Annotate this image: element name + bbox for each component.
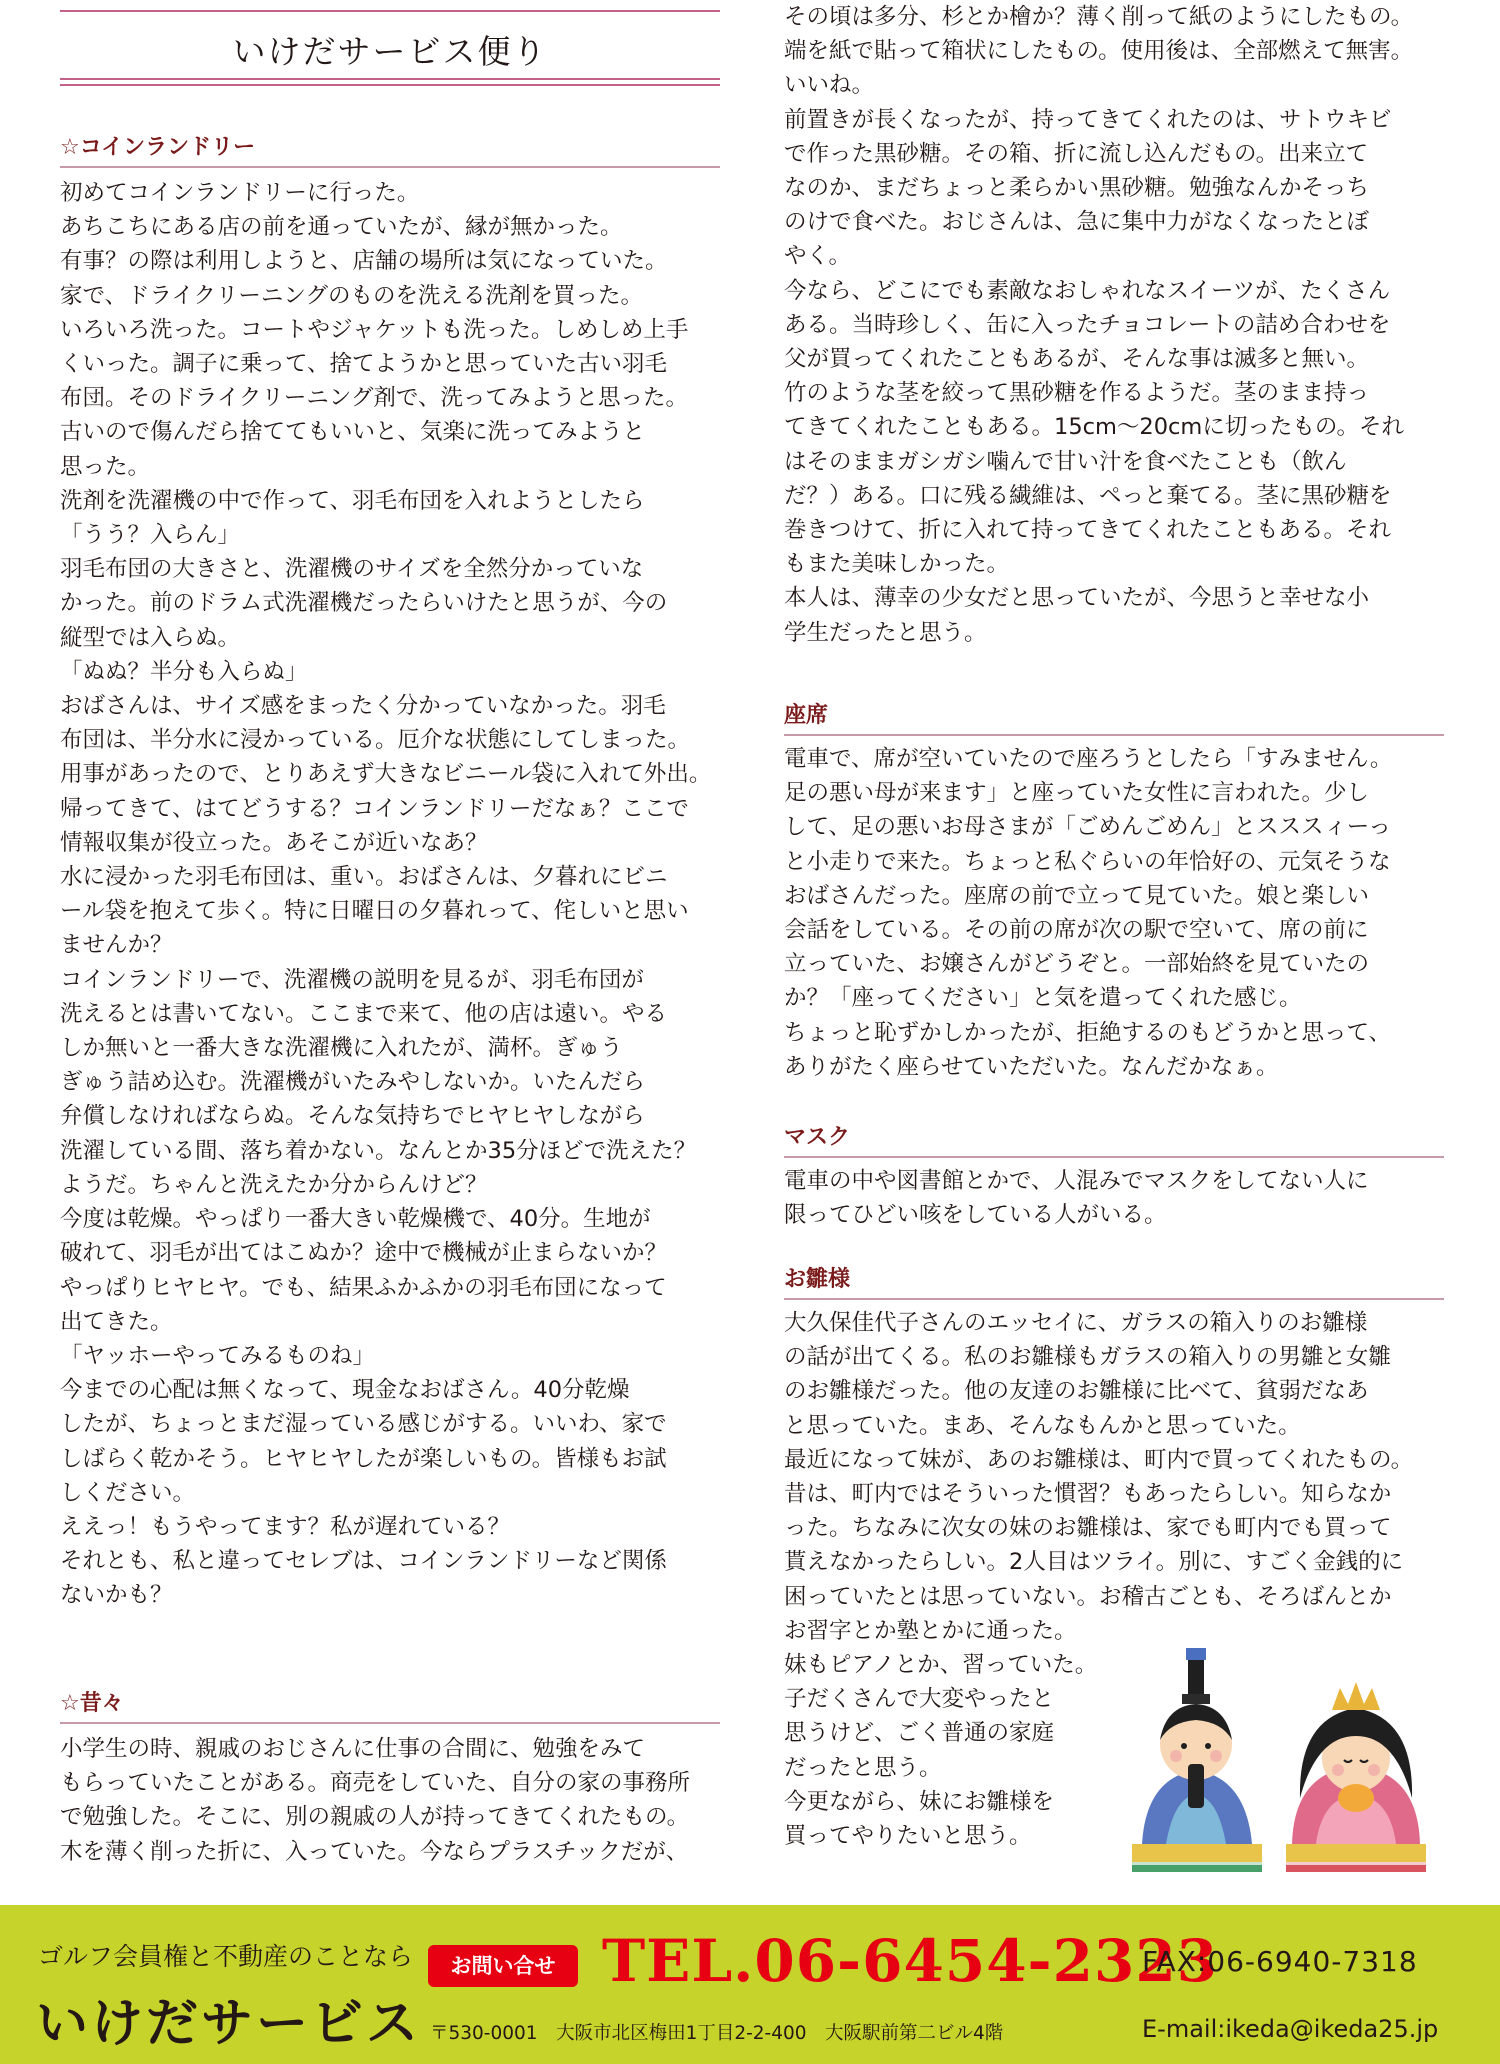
text-line: お習字とか塾とかに通った。 xyxy=(784,1617,1077,1644)
header-top-rule xyxy=(60,10,720,12)
section-heading-ohinasama: お雛様 xyxy=(784,1266,1444,1300)
ohina-doll xyxy=(1286,1682,1426,1872)
text-line: おばさんは、サイズ感をまったく分かっていなかった。羽毛 xyxy=(60,693,666,720)
header-rule-lower xyxy=(60,84,720,86)
article-mukashi xyxy=(60,1732,720,1869)
section-heading-coin-laundry: ☆コインランドリー xyxy=(60,134,720,168)
text-line: なのか、まだちょっと柔らかい黒砂糖。勉強なんかそっち xyxy=(784,175,1370,202)
text-line: 足の悪い母が来ます」と座っていた女性に言われた。少し xyxy=(784,780,1370,807)
text-line: 買ってやりたいと思う。 xyxy=(784,1823,1032,1850)
text-line: 洗濯している間、落ち着かない。なんとか35分ほどで洗えた？ xyxy=(60,1137,697,1164)
text-line: しか無いと一番大きな洗濯機に入れたが、満杯。ぎゅう xyxy=(60,1035,623,1062)
fax-number: FAX:06-6940-7318 xyxy=(1142,1945,1418,1978)
text-line: 縦型では入らぬ。 xyxy=(60,624,241,651)
text-line: 「うう？入らん」 xyxy=(60,522,241,549)
text-line: 貰えなかったらしい。2人目はツライ。別に、すごく金銭的に xyxy=(784,1549,1404,1576)
text-line: 妹もピアノとか、習っていた。 xyxy=(784,1652,1098,1679)
text-line: 子だくさんで大変やったと xyxy=(784,1686,1055,1713)
text-line: しばらく乾かそう。ヒヤヒヤしたが楽しいもの。皆様もお試 xyxy=(60,1445,667,1472)
text-line: それとも、私と違ってセレブは、コインランドリーなど関係 xyxy=(60,1548,667,1575)
text-line: てきてくれたこともある。15cm〜20cmに切ったもの。それ xyxy=(784,414,1404,441)
text-line: いいね。 xyxy=(784,72,875,99)
text-line: 会話をしている。その前の席が次の駅で空いて、席の前に xyxy=(784,917,1369,944)
text-line: 電車の中や図書館とかで、人混みでマスクをしてない人に xyxy=(784,1168,1369,1194)
text-line: 父が買ってくれたこともあるが、そんな事は滅多と無い。 xyxy=(784,346,1370,373)
article-mask xyxy=(784,1164,1444,1232)
newsletter-header xyxy=(60,0,720,92)
text-line: 家で、ドライクリーニングのものを洗える洗剤を買った。 xyxy=(60,282,643,309)
text-line: 今までの心配は無くなって、現金なおばさん。40分乾燥 xyxy=(60,1377,630,1404)
text-line: のお雛様だった。他の友達のお雛様に比べて、貧弱だなあ xyxy=(784,1378,1369,1405)
text-line: 端を紙で貼って箱状にしたもの。使用後は、全部燃えて無害。 xyxy=(784,38,1414,65)
text-line: 羽毛布団の大きさと、洗濯機のサイズを全然分かっていな xyxy=(60,556,644,583)
text-line: 竹のような茎を絞って黒砂糖を作るようだ。茎のまま持っ xyxy=(784,380,1370,407)
text-line: ありがたく座らせていただいた。なんだかなぁ。 xyxy=(784,1053,1279,1080)
text-line: やく。 xyxy=(784,243,852,270)
text-line: その頃は多分、杉とか檜か？薄く削って紙のようにしたもの。 xyxy=(784,4,1414,30)
text-line: ぎゅう詰め込む。洗濯機がいたみやしないか。いたんだら xyxy=(60,1069,646,1096)
text-line: しください。 xyxy=(60,1479,196,1506)
text-line: だ？）ある。口に残る繊維は、ペっと棄てる。茎に黒砂糖を xyxy=(784,482,1392,509)
text-line: おばさんだった。座席の前で立って見ていた。娘と楽しい xyxy=(784,882,1370,909)
contact-button[interactable]: お問い合せ xyxy=(428,1945,578,1987)
text-line: 小学生の時、親戚のおじさんに仕事の合間に、勉強をみて xyxy=(60,1736,646,1762)
text-line: 「ぬぬ？半分も入らぬ」 xyxy=(60,658,308,685)
section-heading-zaseki: 座席 xyxy=(784,702,1444,736)
text-line: もまた美味しかった。 xyxy=(784,551,1010,578)
text-line: 初めてコインランドリーに行った。 xyxy=(60,180,420,206)
text-line: 本人は、薄幸の少女だと思っていたが、今思うと幸せな小 xyxy=(784,585,1370,612)
text-line: 立っていた、お嬢さんがどうぞと。一部始終を見ていたの xyxy=(784,951,1370,978)
text-line: 洗剤を洗濯機の中で作って、羽毛布団を入れようとしたら xyxy=(60,487,645,514)
text-line: 最近になって妹が、あのお雛様は、町内で買ってくれたもの。 xyxy=(784,1446,1414,1473)
article-coin-laundry xyxy=(60,176,720,1613)
text-line: 学生だったと思う。 xyxy=(784,619,987,646)
page-title: いけだサービス便り xyxy=(232,32,548,71)
text-line: ないかも？ xyxy=(60,1582,173,1609)
text-line: 布団は、半分水に浸かっている。厄介な状態にしてしまった。 xyxy=(60,727,691,754)
text-line: ようだ。ちゃんと洗えたか分からんけど？ xyxy=(60,1171,488,1198)
text-line: 昔は、町内ではそういった慣習？もあったらしい。知らなか xyxy=(784,1481,1392,1508)
header-rule-upper xyxy=(60,78,720,80)
footer-tagline: ゴルフ会員権と不動産のことなら xyxy=(38,1942,414,1971)
section-heading-mukashi: ☆昔々 xyxy=(60,1690,720,1724)
text-line: 困っていたとは思っていない。お稽古ごとも、そろばんとか xyxy=(784,1583,1392,1610)
hina-dolls-illustration xyxy=(1126,1648,1432,1878)
company-address: 〒530-0001 大阪市北区梅田1丁目2-2-400 大阪駅前第二ビル4階 xyxy=(430,2023,1004,2044)
text-line: 洗えるとは書いてない。ここまで来て、他の店は遠い。やる xyxy=(60,1000,668,1027)
text-line: コインランドリーで、洗濯機の説明を見るが、羽毛布団が xyxy=(60,966,644,993)
text-line: 用事があったので、とりあえず大きなビニール袋に入れて外出。 xyxy=(60,761,712,788)
company-name: いけだサービス xyxy=(36,1994,422,2054)
text-line: か？「座ってください」と気を遣ってくれた感じ。 xyxy=(784,985,1302,1012)
text-line: と小走りで来た。ちょっと私ぐらいの年恰好の、元気そうな xyxy=(784,848,1391,875)
text-line: った。ちなみに次女の妹のお雛様は、家でも町内でも買って xyxy=(784,1515,1392,1542)
text-line: 思った。 xyxy=(60,453,151,480)
text-line: 有事？の際は利用しようと、店舗の場所は気になっていた。 xyxy=(60,248,668,275)
text-line: したが、ちょっとまだ湿っている感じがする。いいわ、家で xyxy=(60,1411,667,1438)
text-line: やっぱりヒヤヒヤ。でも、結果ふかふかの羽毛布団になって xyxy=(60,1274,667,1301)
text-line: で作った黒砂糖。その箱、折に流し込んだもの。出来立て xyxy=(784,140,1369,167)
text-line: して、足の悪いお母さまが「ごめんごめん」とスススィーっ xyxy=(784,814,1391,841)
text-line: あちこちにある店の前を通っていたが、縁が無かった。 xyxy=(60,214,623,241)
text-line: の話が出てくる。私のお雛様もガラスの箱入りの男雛と女雛 xyxy=(784,1344,1391,1371)
text-line: のけで食べた。おじさんは、急に集中力がなくなったとぼ xyxy=(784,209,1370,236)
text-line: ある。当時珍しく、缶に入ったチョコレートの詰め合わせを xyxy=(784,311,1391,338)
text-line: 今更ながら、妹にお雛様を xyxy=(784,1788,1055,1815)
text-line: 布団。そのドライクリーニング剤で、洗ってみようと思った。 xyxy=(60,385,688,412)
text-line: 電車で、席が空いていたので座ろうとしたら「すみません。 xyxy=(784,746,1393,772)
text-line: かった。前のドラム式洗濯機だったらいけたと思うが、今の xyxy=(60,590,668,617)
text-line: ール袋を抱えて歩く。特に日曜日の夕暮れって、侘しいと思い xyxy=(60,898,689,925)
text-line: 前置きが長くなったが、持ってきてくれたのは、サトウキビ xyxy=(784,106,1392,133)
section-heading-mask: マスク xyxy=(784,1124,1444,1158)
text-line: くいった。調子に乗って、捨てようかと思っていた古い羽毛 xyxy=(60,351,668,378)
text-line: いろいろ洗った。コートやジャケットも洗った。しめしめ上手 xyxy=(60,316,689,343)
text-line: 水に浸かった羽毛布団は、重い。おばさんは、夕暮れにビニ xyxy=(60,864,668,891)
text-line: 限ってひどい咳をしている人がいる。 xyxy=(784,1202,1167,1229)
text-line: 帰ってきて、はてどうする？コインランドリーだなぁ？ここで xyxy=(60,795,689,822)
text-line: 弁償しなければならぬ。そんな気持ちでヒヤヒヤしながら xyxy=(60,1103,645,1130)
text-line: ええっ！もうやってます？私が遅れている？ xyxy=(60,1513,511,1540)
text-line: ちょっと恥ずかしかったが、拒絶するのもどうかと思って、 xyxy=(784,1019,1392,1046)
text-line: 巻きつけて、折に入れて持ってきてくれたこともある。それ xyxy=(784,517,1392,544)
text-line: 木を薄く削った折に、入っていた。今ならプラスチックだが、 xyxy=(60,1838,689,1865)
text-line: もらっていたことがある。商売をしていた、自分の家の事務所 xyxy=(60,1770,691,1797)
text-line: 出てきた。 xyxy=(60,1308,173,1335)
text-line: だったと思う。 xyxy=(784,1754,942,1781)
text-line: 思うけど、ごく普通の家庭 xyxy=(784,1720,1055,1747)
odairi-doll xyxy=(1132,1648,1262,1872)
text-line: 大久保佳代子さんのエッセイに、ガラスの箱入りのお雛様 xyxy=(784,1310,1368,1336)
article-mukashi-continued xyxy=(784,0,1444,650)
company-footer xyxy=(0,1905,1500,2064)
phone-number[interactable]: TEL.06-6454-2323 xyxy=(602,1927,1219,1995)
email-link[interactable]: E-mail:ikeda@ikeda25.jp xyxy=(1142,2015,1439,2043)
text-line: 今度は乾燥。やっぱり一番大きい乾燥機で、40分。生地が xyxy=(60,1206,651,1233)
article-zaseki xyxy=(784,742,1444,1084)
text-line: 古いので傷んだら捨ててもいいと、気楽に洗ってみようと xyxy=(60,419,646,446)
text-line: 破れて、羽毛が出てはこぬか？途中で機械が止まらないか？ xyxy=(60,1240,668,1267)
text-line: 今なら、どこにでも素敵なおしゃれなスイーツが、たくさん xyxy=(784,277,1391,304)
text-line: はそのままガシガシ噛んで甘い汁を食べたことも（飲ん xyxy=(784,448,1347,475)
text-line: で勉強した。そこに、別の親戚の人が持ってきてくれたもの。 xyxy=(60,1804,690,1831)
text-line: ませんか？ xyxy=(60,932,173,959)
text-line: と思っていた。まあ、そんなもんかと思っていた。 xyxy=(784,1412,1301,1439)
text-line: 「ヤッホーやってみるものね」 xyxy=(60,1342,376,1369)
text-line: 情報収集が役立った。あそこが近いなあ？ xyxy=(60,829,488,856)
